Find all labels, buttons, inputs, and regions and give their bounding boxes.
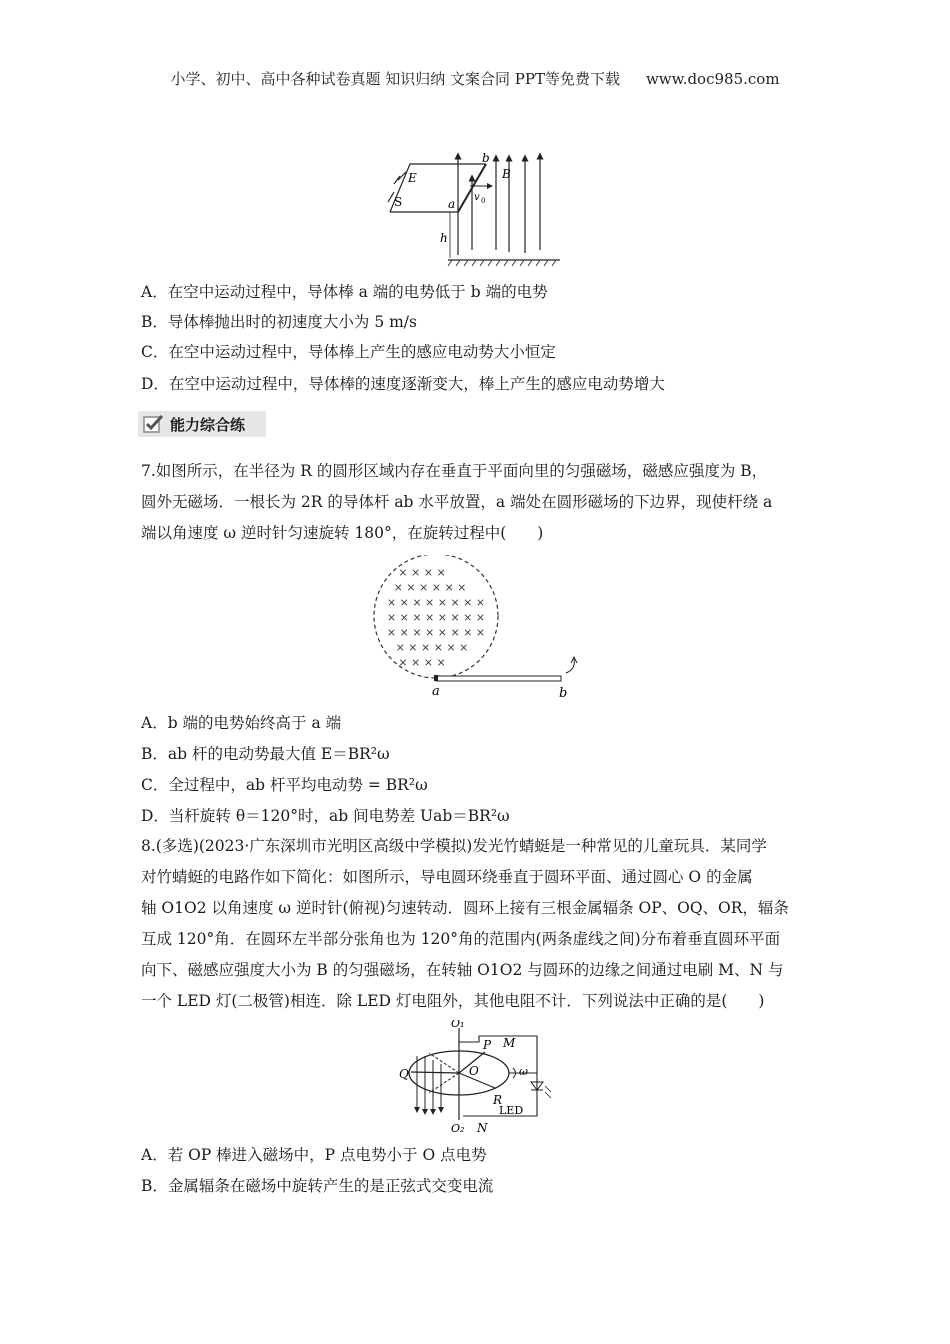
section-badge bbox=[138, 411, 266, 437]
q8-stem-line: 互成 120°角．在圆环左半部分张角也为 120°角的范围内(两条虚线之间)分布着垂直圆环平面 bbox=[141, 930, 781, 948]
q8-label-n: N bbox=[477, 1121, 488, 1135]
q8-option-b: B．金属辐条在磁场中旋转产生的是正弦式交变电流 bbox=[141, 1177, 494, 1195]
q7-option-a: A．b 端的电势始终高于 a 端 bbox=[141, 714, 342, 732]
q6-label-v0-sub: 0 bbox=[481, 197, 486, 205]
page-header bbox=[0, 68, 950, 89]
q6-label-a: a bbox=[448, 197, 456, 211]
svg-text:× × × × × ×: × × × × × × bbox=[393, 581, 467, 594]
q8-stem-line: 轴 O1O2 以角速度 ω 逆时针(俯视)匀速转动．圆环上接有三根金属辐条 OP、OQ、OR，辐条 bbox=[141, 899, 789, 917]
q8-label-led: LED bbox=[499, 1104, 524, 1117]
q8-label-omega: ω bbox=[519, 1065, 528, 1078]
q8-option-a: A．若 OP 棒进入磁场中，P 点电势小于 O 点电势 bbox=[141, 1146, 487, 1164]
q6-option-d: D．在空中运动过程中，导体棒的速度逐渐变大，棒上产生的感应电动势增大 bbox=[141, 375, 665, 393]
q8-label-m: M bbox=[503, 1036, 516, 1050]
svg-text:× × × × × ×: × × × × × × bbox=[395, 641, 469, 654]
q8-label-r: R bbox=[493, 1093, 503, 1107]
q8-stem bbox=[141, 831, 811, 1017]
q7-stem-line: 7.如图所示，在半径为 R 的圆形区域内存在垂直于平面向里的匀强磁场，磁感应强度为 B， bbox=[141, 462, 768, 480]
q6-option-c: C．在空中运动过程中，导体棒上产生的感应电动势大小恒定 bbox=[141, 343, 556, 361]
q7-label-b: b bbox=[559, 686, 568, 700]
header-text: 小学、初中、高中各种试卷真题 知识归纳 文案合同 PPT等免费下载 bbox=[170, 70, 620, 88]
q8-stem-line: 8.(多选)(2023·广东深圳市光明区高级中学模拟)发光竹蜻蜓是一种常见的儿童玩具．某同学 bbox=[141, 837, 767, 855]
q6-label-E: E bbox=[408, 171, 417, 185]
q7-option-d: D．当杆旋转 θ＝120°时，ab 间电势差 Uab＝BR²ω bbox=[141, 807, 510, 825]
svg-text:× × × ×: × × × × bbox=[398, 656, 446, 669]
svg-text:× × × × × × × ×: × × × × × × × × bbox=[386, 611, 486, 624]
q7-figure bbox=[370, 555, 590, 700]
q8-label-o2: O₂ bbox=[451, 1122, 465, 1135]
q7-stem-line: 圆外无磁场．一根长为 2R 的导体杆 ab 水平放置，a 端处在圆形磁场的下边界，现使杆绕 a bbox=[141, 493, 773, 511]
svg-text:× × × ×: × × × × bbox=[398, 566, 446, 579]
q8-label-o: O bbox=[469, 1064, 479, 1078]
q8-label-q: Q bbox=[399, 1067, 409, 1081]
q8-figure bbox=[395, 1020, 570, 1135]
q6-label-h: h bbox=[440, 231, 448, 245]
q8-stem-line: 一个 LED 灯(二极管)相连．除 LED 灯电阻外，其他电阻不计．下列说法中正确的是( ) bbox=[141, 992, 765, 1010]
q7-stem-line: 端以角速度 ω 逆时针匀速旋转 180°，在旋转过程中( ) bbox=[141, 524, 544, 542]
svg-text:× × × × × × × ×: × × × × × × × × bbox=[386, 596, 486, 609]
q8-stem-line: 向下、磁感应强度大小为 B 的匀强磁场，在转轴 O1O2 与圆环的边缘之间通过电刷 M、N 与 bbox=[141, 961, 784, 979]
q8-stem-line: 对竹蜻蜓的电路作如下简化：如图所示，导电圆环绕垂直于圆环平面、通过圆心 O 的金属 bbox=[141, 868, 753, 886]
q7-option-c: C．全过程中，ab 杆平均电动势 = BR²ω bbox=[141, 776, 428, 794]
q6-figure bbox=[380, 150, 570, 270]
q6-label-b: b bbox=[482, 151, 490, 165]
svg-text:× × × × × × × ×: × × × × × × × × bbox=[386, 626, 486, 639]
q6-label-v0: v bbox=[474, 192, 480, 203]
q8-label-p: P bbox=[483, 1038, 492, 1052]
q8-label-o1: O₁ bbox=[451, 1020, 465, 1030]
q7-stem bbox=[141, 456, 811, 549]
section-title: 能力综合练 bbox=[170, 415, 246, 434]
checkmark-icon bbox=[142, 413, 164, 435]
q6-label-S: S bbox=[394, 195, 403, 209]
q7-label-a: a bbox=[432, 684, 440, 699]
q7-option-b: B．ab 杆的电动势最大值 E＝BR²ω bbox=[141, 745, 390, 763]
q6-option-b: B．导体棒抛出时的初速度大小为 5 m/s bbox=[141, 313, 417, 331]
q6-option-a: A．在空中运动过程中，导体棒 a 端的电势低于 b 端的电势 bbox=[141, 283, 548, 301]
q6-label-B: B bbox=[502, 167, 511, 181]
header-url: www.doc985.com bbox=[645, 70, 780, 88]
